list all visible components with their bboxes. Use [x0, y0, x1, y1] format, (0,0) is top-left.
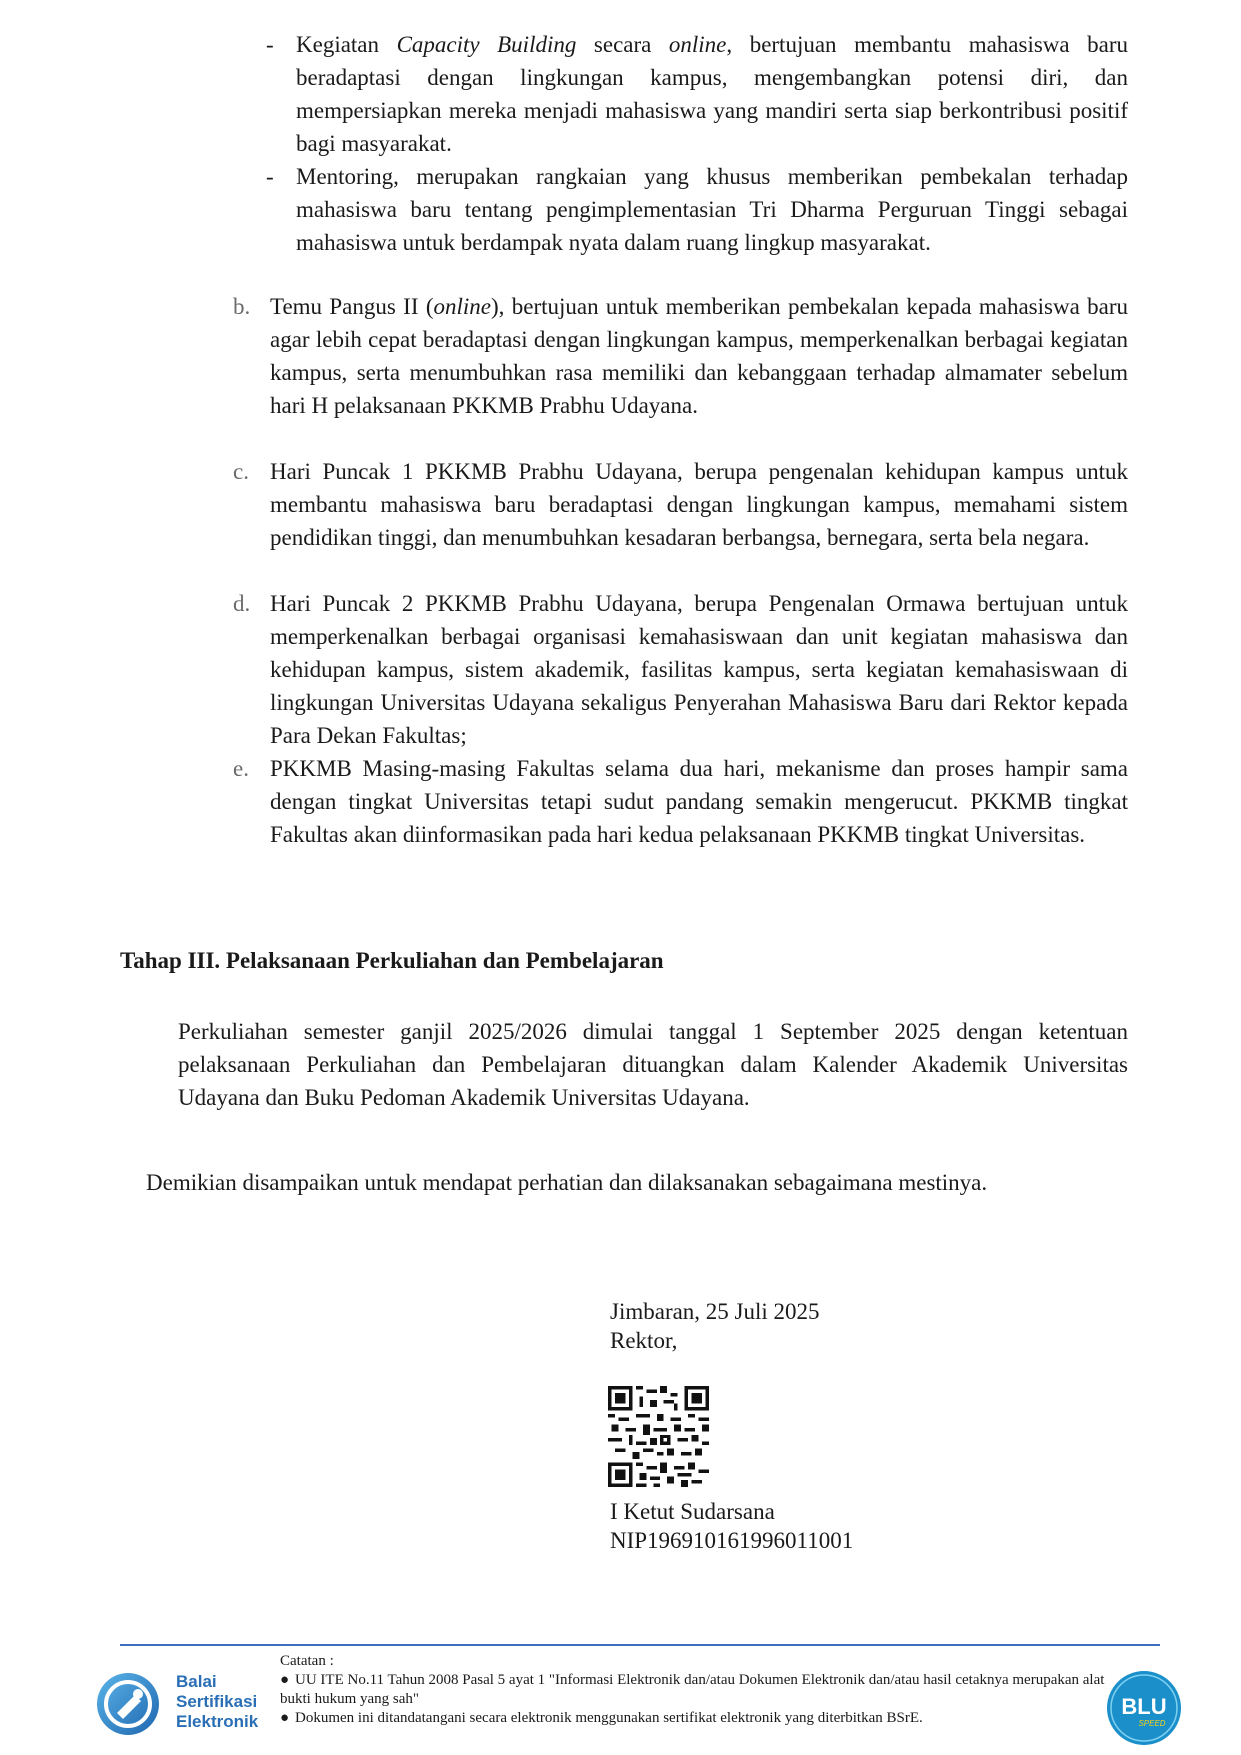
footer-catatan: Catatan :	[280, 1653, 334, 1669]
dash-marker: -	[266, 32, 274, 57]
bse-logo-text: Balai Sertifikasi Elektronik	[176, 1672, 259, 1731]
list-item-d: d. Hari Puncak 2 PKKMB Prabhu Udayana, berupa Pengenalan Ormawa bertujuan untuk memperkenalkan berbagai organisasi kemahasiswaan dan unit kegiatan mahasiswa dan kehidupan kampus, sistem akademik, fasilitas kampus, serta kegiatan kemahasiswaan di lingkungan Universitas Udayana sekaligus Penyerahan Mahasiswa Baru dari Rektor kepada Para Dekan Fakultas;	[233, 591, 1128, 748]
footer-divider	[120, 1644, 1160, 1646]
capacity-building-item: - Kegiatan Capacity Building secara online, bertujuan membantu mahasiswa baru beradaptasi dengan lingkungan kampus, mengembangkan potensi diri, dan mempersiapkan mereka menjadi mahasiswa yang mandiri serta siap berkontribusi positif bagi masyarakat.	[296, 28, 1128, 160]
svg-text:BLU: BLU	[1121, 1694, 1167, 1719]
list-item-c: c. Hari Puncak 1 PKKMB Prabhu Udayana, berupa pengenalan kehidupan kampus untuk membantu mahasiswa baru beradaptasi dengan lingkungan kampus, memahami sistem pendidikan tinggi, dan menumbuhkan kesadaran berbangsa, bernegara, serta bela negara.	[233, 459, 1128, 550]
footer-note-2: ● Dokumen ini ditandatangani secara elektronik menggunakan sertifikat elektronik yang diterbitkan BSrE.	[280, 1710, 923, 1726]
blu-speed-logo-icon	[1106, 1670, 1182, 1746]
qr-code	[608, 1386, 709, 1487]
mentoring-item: - Mentoring, merupakan rangkaian yang khusus memberikan pembekalan terhadap mahasiswa baru tentang pengimplementasian Tri Dharma Perguruan Tinggi sebagai mahasiswa untuk berdampak nyata dalam ruang lingkup masyarakat.	[296, 160, 1128, 259]
list-item-e: e. PKKMB Masing-masing Fakultas selama dua hari, mekanisme dan proses hampir sama dengan tingkat Universitas tetapi sudut pandang semakin mengerucut. PKKMB tingkat Fakultas akan diinformasikan pada hari kedua pelaksanaan PKKMB tingkat Universitas.	[233, 756, 1128, 847]
bse-logo-icon	[95, 1671, 161, 1737]
list-item-b: b. Temu Pangus II (online), bertujuan untuk memberikan pembekalan kepada mahasiswa baru agar lebih cepat beradaptasi dengan lingkungan kampus, memperkenalkan berbagai kegiatan kampus, serta menumbuhkan rasa memiliki dan kebanggaan terhadap almamater sebelum hari H pelaksanaan PKKMB Prabhu Udayana.	[233, 294, 1128, 418]
section-heading: Tahap III. Pelaksanaan Perkuliahan dan Pembelajaran	[120, 948, 664, 973]
place-date: Jimbaran, 25 Juli 2025	[610, 1299, 820, 1324]
signer-name: I Ketut Sudarsana	[610, 1499, 775, 1524]
dash-marker: -	[266, 164, 274, 189]
closing-text: Demikian disampaikan untuk mendapat perhatian dan dilaksanakan sebagaimana mestinya.	[146, 1170, 988, 1195]
svg-text:SPEED: SPEED	[1138, 1719, 1166, 1728]
section-body: Perkuliahan semester ganjil 2025/2026 dimulai tanggal 1 September 2025 dengan ketentuan pelaksanaan Perkuliahan dan Pembelajaran dituangkan dalam Kalender Akademik Universitas Udayana dan Buku Pedoman Akademik Universitas Udayana.	[178, 1019, 1128, 1110]
signer-nip: NIP196910161996011001	[610, 1528, 854, 1553]
signer-title: Rektor,	[610, 1328, 678, 1353]
footer-note-1: ● UU ITE No.11 Tahun 2008 Pasal 5 ayat 1 "Informasi Elektronik dan/atau Dokumen Elektronik dan/atau hasil cetaknya merupakan alat bukti hukum yang sah"	[280, 1672, 1105, 1707]
